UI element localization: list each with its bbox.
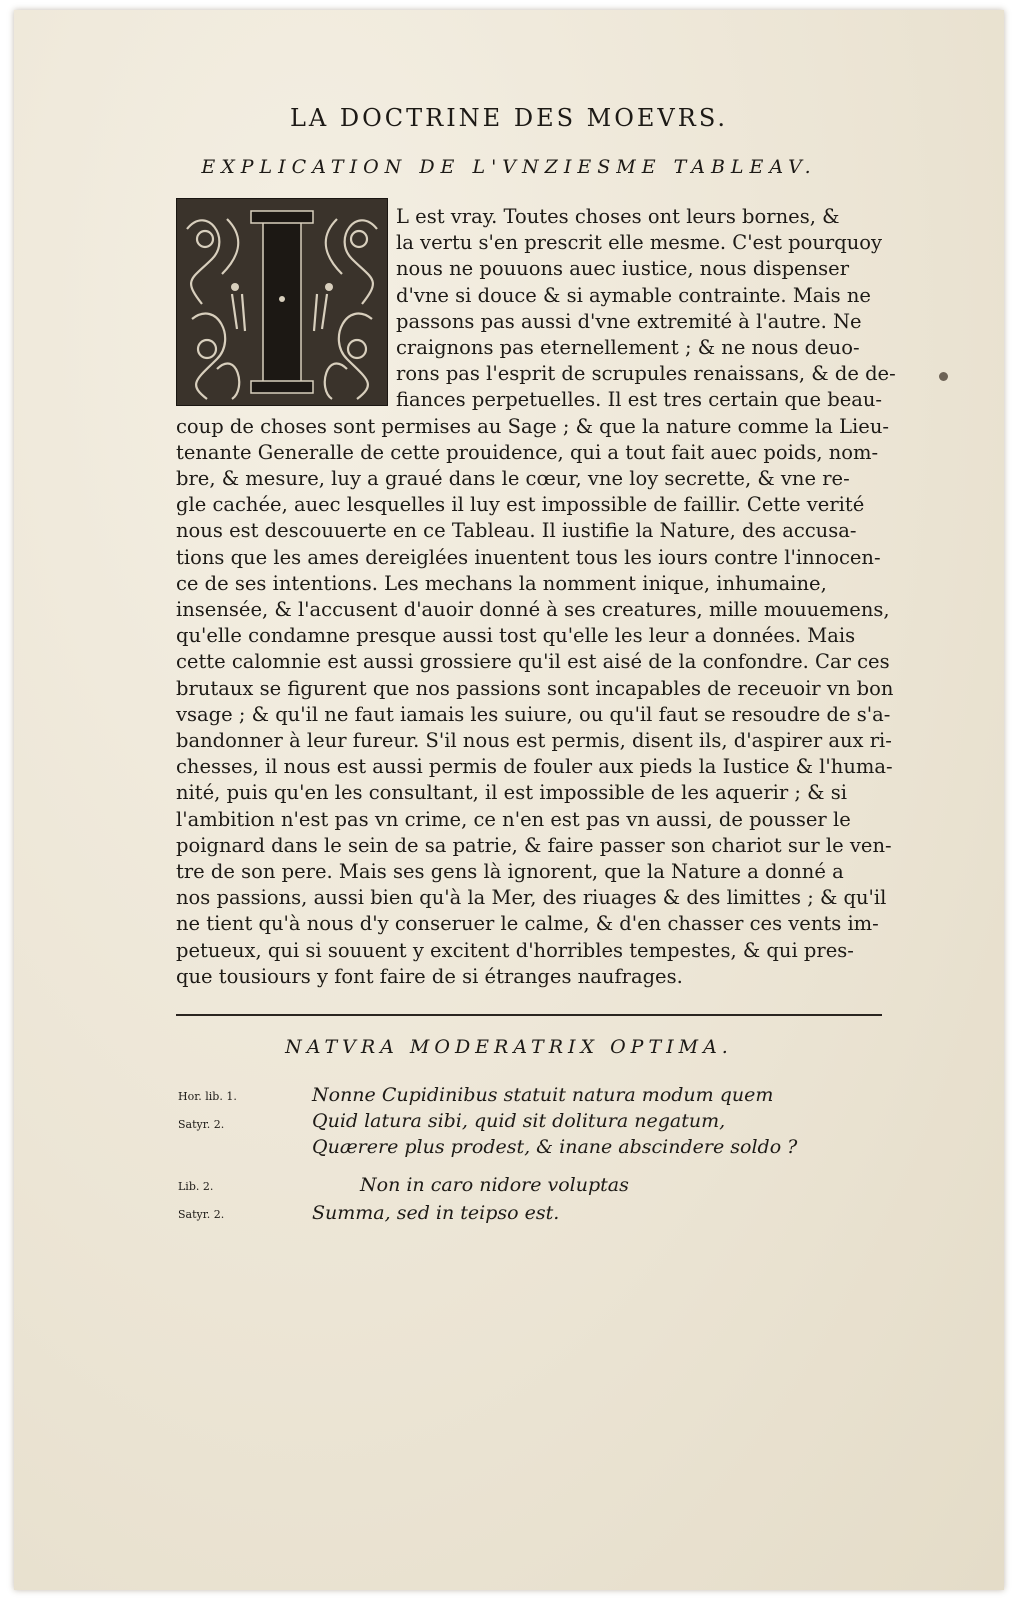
citation-ref: Satyr. 2.	[178, 1208, 225, 1221]
divider-rule	[176, 1014, 882, 1016]
paper-blemish	[939, 372, 948, 381]
verse-line: Non in caro nidore voluptas	[360, 1174, 629, 1196]
text-line: tions que les ames dereiglées inuentent tous les iours contre l'innocen-	[176, 545, 881, 569]
text-line: bre, & mesure, luy a graué dans le cœur, vne loy secrette, & vne re-	[176, 467, 850, 491]
citation-ref: Lib. 2.	[178, 1180, 214, 1193]
verse-line: Quid latura sibi, quid sit dolitura negatum,	[312, 1110, 726, 1132]
book-page	[14, 10, 1004, 1590]
text-line: poignard dans le sein de sa patrie, & faire passer son chariot sur le ven-	[176, 833, 892, 857]
text-line: gle cachée, auec lesquelles il luy est impossible de faillir. Cette verité	[176, 493, 865, 517]
text-line: coup de choses sont permises au Sage ; & que la nature comme la Lieu-	[176, 414, 889, 438]
motto-heading: NATVRA MODERATRIX OPTIMA.	[285, 1036, 733, 1058]
text-line: L est vray. Toutes choses ont leurs bornes, &	[396, 205, 840, 228]
text-line: petueux, qui si souuent y excitent d'horribles tempestes, & qui pres-	[176, 938, 854, 962]
text-line: nous ne pouuons auec iustice, nous dispenser	[396, 257, 850, 281]
text-line: d'vne si douce & si aymable contrainte. Mais ne	[396, 283, 871, 307]
body-text	[176, 204, 896, 990]
text-line: cette calomnie est aussi grossiere qu'il est aisé de la confondre. Car ces	[176, 650, 890, 674]
text-line: nité, puis qu'en les consultant, il est impossible de les aquerir ; & si	[176, 781, 847, 805]
section-subtitle: EXPLICATION DE L'VNZIESME TABLEAV.	[201, 156, 817, 178]
text-line: qu'elle condamne presque aussi tost qu'elle les leur a données. Mais	[176, 624, 856, 648]
text-line: passons pas aussi d'vne extremité à l'autre. Ne	[396, 309, 862, 333]
citation-ref: Hor. lib. 1.	[178, 1090, 237, 1103]
text-line: rons pas l'esprit de scrupules renaissans, & de de-	[396, 362, 896, 386]
text-line: l'ambition n'est pas vn crime, ce n'en est pas vn aussi, de pousser le	[176, 807, 851, 831]
text-line: ne tient qu'à nous d'y conseruer le calme, & d'en chasser ces vents im-	[176, 912, 879, 936]
text-line: nous est descouuerte en ce Tableau. Il iustifie la Nature, des accusa-	[176, 519, 857, 543]
text-line: vsage ; & qu'il ne faut iamais les suiure, ou qu'il faut se resoudre de s'a-	[176, 702, 891, 726]
running-head: LA DOCTRINE DES MOEVRS.	[289, 104, 729, 132]
citation-ref: Satyr. 2.	[178, 1118, 225, 1131]
verse-line: Nonne Cupidinibus statuit natura modum quem	[312, 1084, 774, 1106]
text-line: tenante Generalle de cette prouidence, qui a tout fait auec poids, nom-	[176, 440, 879, 464]
text-line: bandonner à leur fureur. S'il nous est permis, disent ils, d'aspirer aux ri-	[176, 729, 892, 753]
verse-line: Quærere plus prodest, & inane abscindere soldo ?	[312, 1136, 798, 1158]
text-line: ce de ses intentions. Les mechans la nomment inique, inhumaine,	[176, 571, 827, 595]
text-line: insensée, & l'accusent d'auoir donné à ses creatures, mille mouuemens,	[176, 598, 890, 622]
text-line: tre de son pere. Mais ses gens là ignorent, que la Nature a donné a	[176, 860, 844, 884]
text-line: la vertu s'en prescrit elle mesme. C'est pourquoy	[396, 231, 883, 255]
text-line: craignons pas eternellement ; & ne nous deuo-	[396, 336, 860, 360]
text-line: nos passions, aussi bien qu'à la Mer, des riuages & des limittes ; & qu'il	[176, 886, 887, 910]
text-line: que tousiours y font faire de si étranges naufrages.	[176, 964, 683, 988]
verse-line: Summa, sed in teipso est.	[312, 1202, 560, 1224]
text-line: brutaux se figurent que nos passions sont incapables de receuoir vn bon	[176, 676, 894, 700]
text-line: fiances perpetuelles. Il est tres certain que beau-	[396, 388, 883, 412]
text-line: chesses, il nous est aussi permis de fouler aux pieds la Iustice & l'huma-	[176, 755, 893, 779]
